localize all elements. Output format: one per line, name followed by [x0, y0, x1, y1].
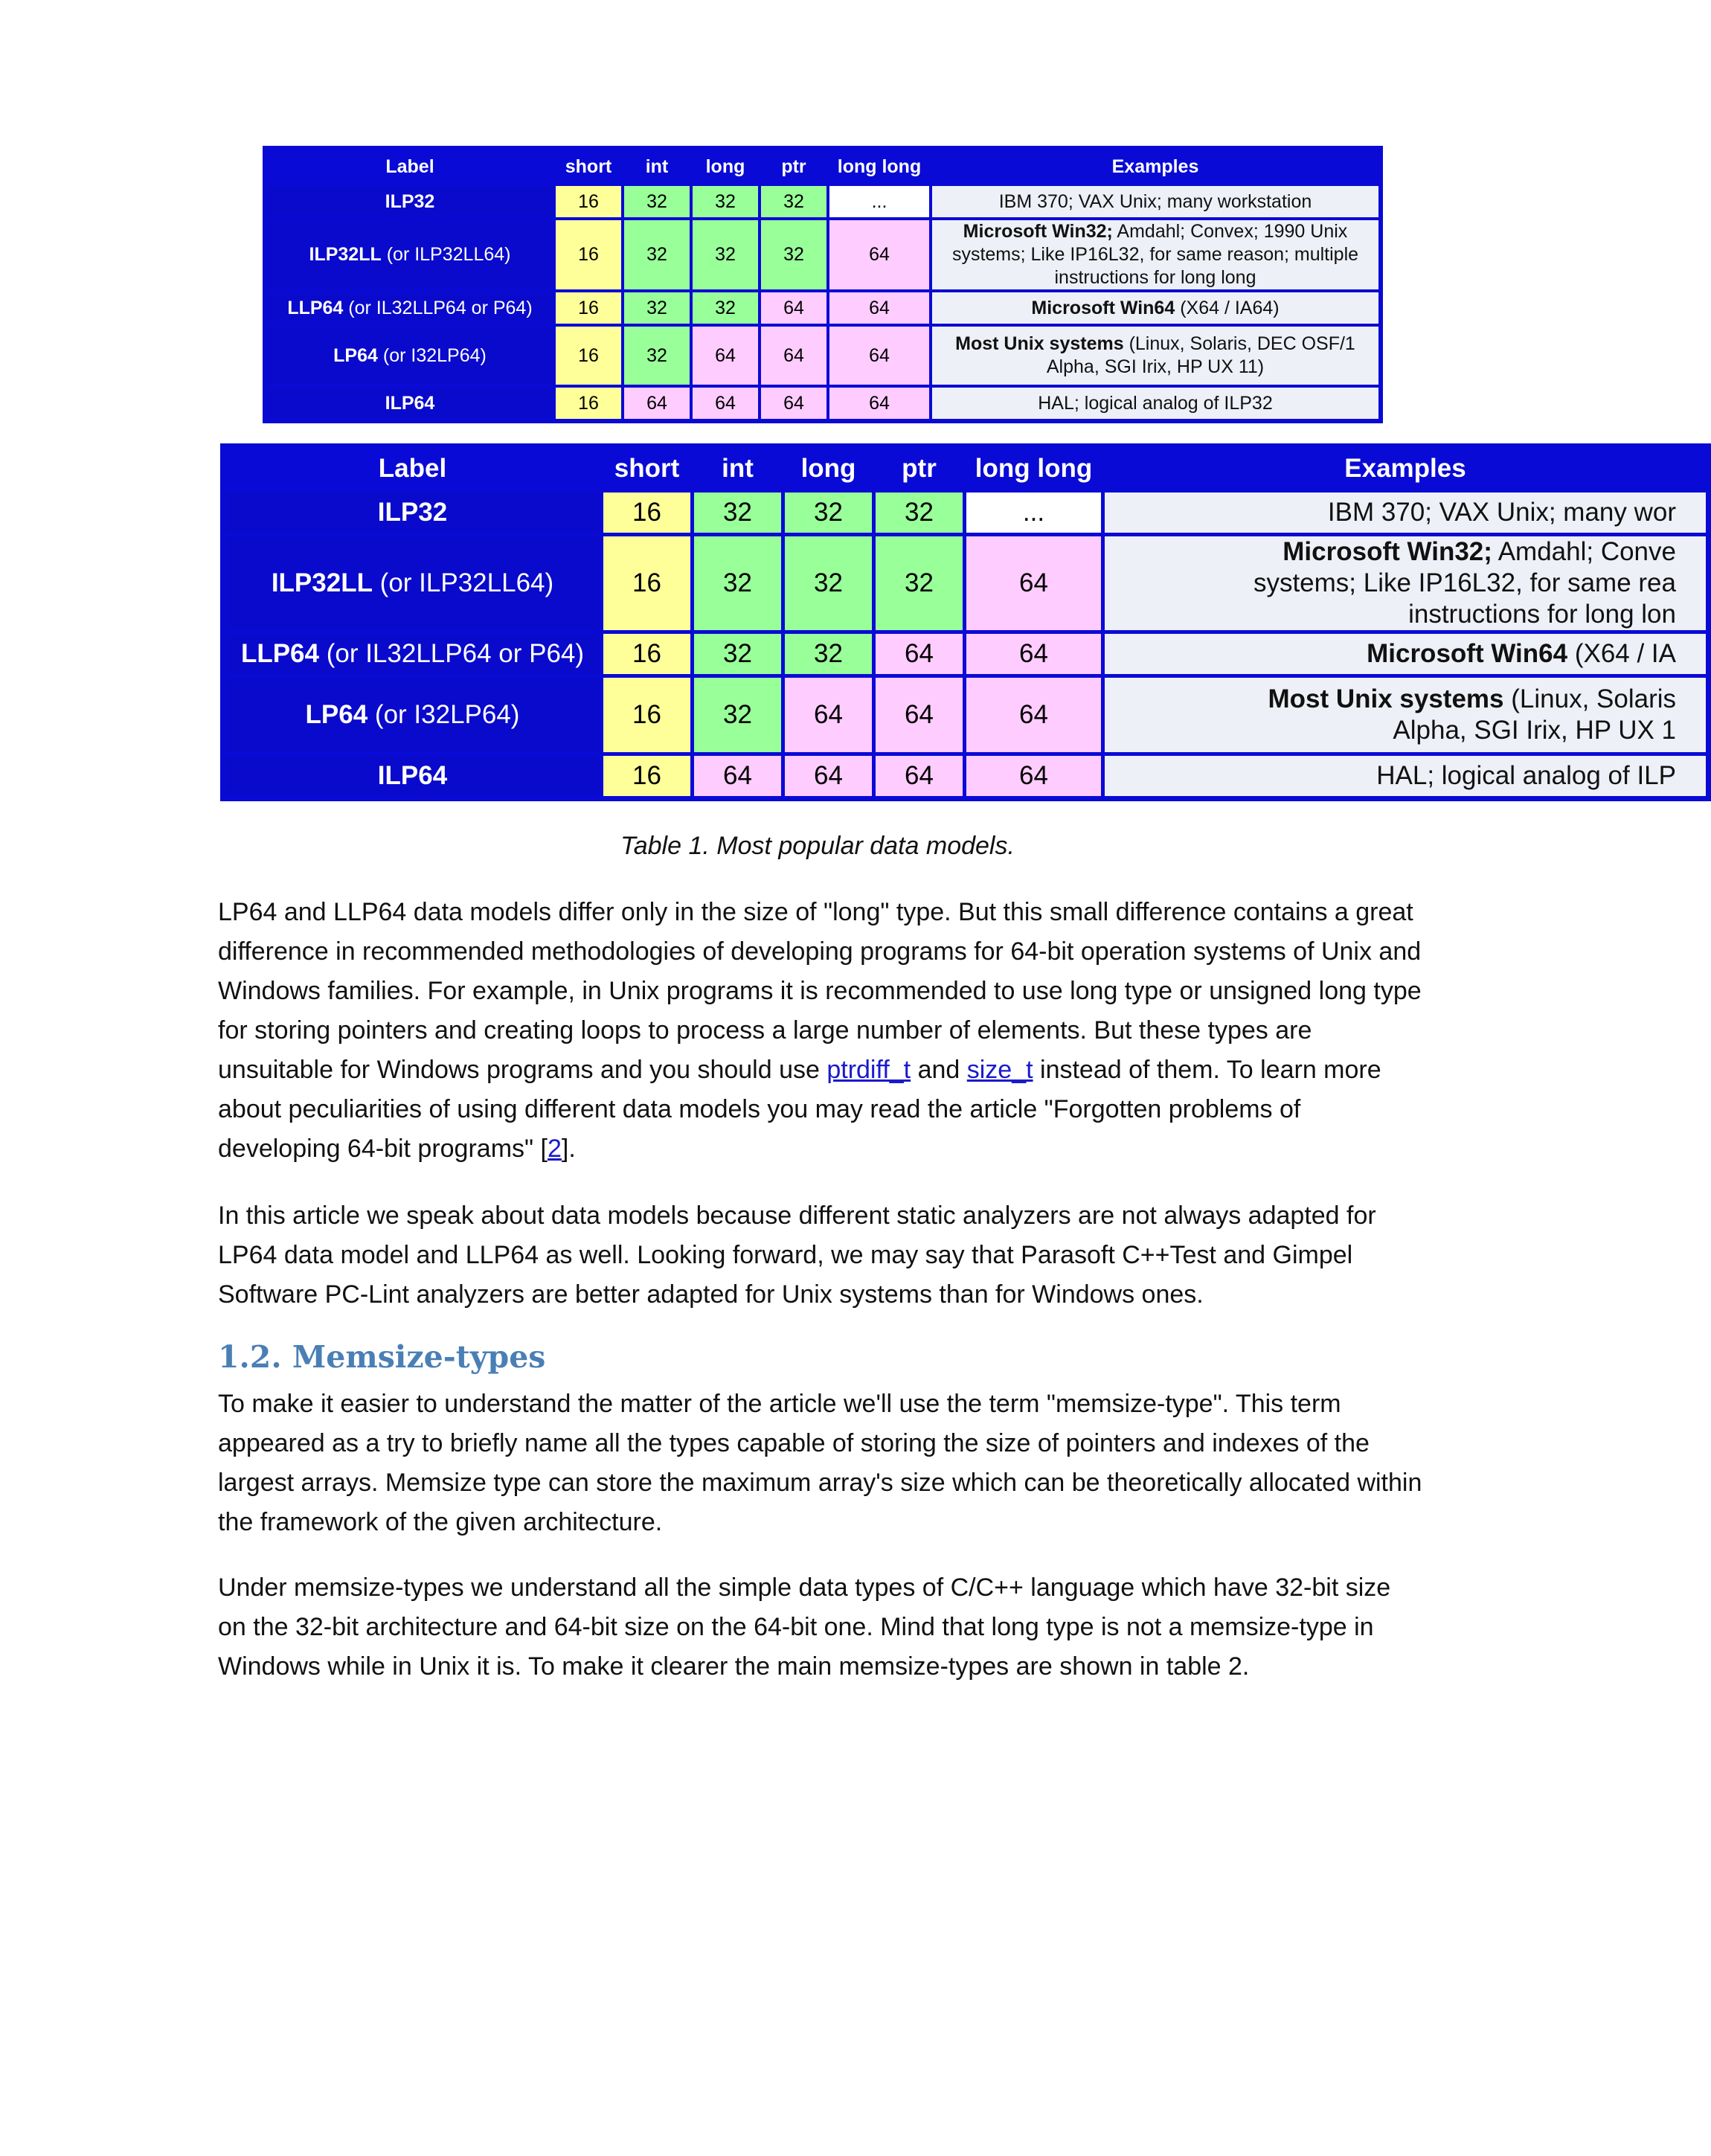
header-long: long [785, 449, 872, 489]
cell-short: 16 [556, 186, 621, 217]
cell-int: 32 [624, 220, 690, 289]
table-row [267, 388, 1378, 419]
table-row [267, 220, 1378, 289]
cell-long: 32 [693, 220, 758, 289]
link-ptrdiff-t[interactable]: ptrdiff_t [826, 1056, 911, 1084]
cell-int: 32 [694, 493, 781, 533]
header-ptr: ptr [876, 449, 963, 489]
examples-line: Alpha, SGI Irix, HP UX 1 [1393, 716, 1676, 745]
cell-short: 16 [556, 388, 621, 419]
cell-examples: HAL; logical analog of ILP32 [932, 388, 1378, 419]
header-ptr: ptr [761, 150, 826, 183]
cell-int: 64 [624, 388, 690, 419]
cell-short: 16 [603, 756, 690, 796]
paragraph-static-analyzers: In this article we speak about data models because different static analyzers are not always adapted for LP64 data model and LLP64 as well. Looking forward, we may say that Parasoft C++Test and Gimpel Software PC-Lint analyzers are better adapted for Unix systems than for Windows ones. [218, 1201, 1376, 1309]
row-label: LLP64 (or IL32LLP64 or P64) [267, 292, 553, 324]
cell-long-long: 64 [829, 327, 929, 385]
row-label: LLP64 (or IL32LLP64 or P64) [225, 634, 600, 674]
cell-int: 32 [624, 327, 690, 385]
table-row [225, 536, 1706, 630]
cell-examples: Microsoft Win64 (X64 / IA64) [932, 292, 1378, 324]
table-row [225, 634, 1706, 674]
header-examples: Examples [1105, 449, 1706, 489]
cell-ptr: 32 [876, 493, 963, 533]
cell-examples: Microsoft Win64 (X64 / IA [1105, 634, 1706, 674]
cell-ptr: 64 [761, 292, 826, 324]
cell-long-long: 64 [829, 292, 929, 324]
cell-long-long: 64 [829, 388, 929, 419]
examples-line: Most Unix systems (Linux, Solaris [1268, 684, 1676, 713]
section-heading: 1.2. Memsize-types [218, 1339, 546, 1375]
cell-long-long: ... [966, 493, 1101, 533]
row-label: ILP32LL (or ILP32LL64) [267, 220, 553, 289]
cell-long: 32 [785, 634, 872, 674]
cell-examples: Microsoft Win32; Amdahl; Convex; 1990 Unix systems; Like IP16L32, for same reason; multiple instructions for long long [932, 220, 1378, 289]
header-long: long [693, 150, 758, 183]
row-label: LP64 (or I32LP64) [225, 678, 600, 752]
header-examples: Examples [932, 150, 1378, 183]
cell-examples [1105, 536, 1706, 630]
cell-examples [1105, 678, 1706, 752]
paragraph-memsize-definition: Under memsize-types we understand all the simple data types of C/C++ language which have 32-bit size on the 32-bit architecture and 64-bit size on the 64-bit one. Mind that long type is not a memsize-type in Windows while in Unix it is. To make it clearer the main memsize-types are shown in table 2. [218, 1573, 1391, 1681]
cell-long: 64 [693, 327, 758, 385]
cell-long-long: ... [829, 186, 929, 217]
table-row [267, 292, 1378, 324]
cell-short: 16 [603, 678, 690, 752]
header-int: int [694, 449, 781, 489]
cell-long-long: 64 [966, 678, 1101, 752]
cell-ptr: 32 [876, 536, 963, 630]
table-row [267, 327, 1378, 385]
cell-int: 64 [694, 756, 781, 796]
cell-long: 64 [785, 678, 872, 752]
paragraph-memsize-term: To make it easier to understand the matter of the article we'll use the term "memsize-type". This term appeared as a try to briefly name all the types capable of storing the size of pointers and indexes of the largest arrays. Memsize type can store the maximum array's size which can be theoretically allocated within the framework of the given architecture. [218, 1390, 1422, 1536]
cell-ptr: 32 [761, 220, 826, 289]
cell-ptr: 64 [876, 634, 963, 674]
cell-long: 32 [693, 292, 758, 324]
cell-long-long: 64 [966, 634, 1101, 674]
cell-ptr: 64 [761, 327, 826, 385]
header-int: int [624, 150, 690, 183]
header-long-long: long long [966, 449, 1101, 489]
cell-short: 16 [603, 493, 690, 533]
row-label: ILP64 [267, 388, 553, 419]
link-size-t[interactable]: size_t [966, 1056, 1033, 1084]
cell-int: 32 [624, 292, 690, 324]
cell-long: 32 [693, 186, 758, 217]
examples-line: systems; Like IP16L32, for same rea [1253, 568, 1676, 597]
cell-short: 16 [603, 536, 690, 630]
row-label: LP64 (or I32LP64) [267, 327, 553, 385]
header-short: short [556, 150, 621, 183]
row-label: ILP32 [225, 493, 600, 533]
cell-short: 16 [556, 292, 621, 324]
data-models-table-small [263, 146, 1383, 423]
cell-examples: IBM 370; VAX Unix; many wor [1105, 493, 1706, 533]
table-header-row [267, 150, 1378, 183]
table-row [225, 493, 1706, 533]
cell-examples: Most Unix systems (Linux, Solaris, DEC OSF/1 Alpha, SGI Irix, HP UX 11) [932, 327, 1378, 385]
cell-long: 32 [785, 536, 872, 630]
cell-int: 32 [694, 678, 781, 752]
header-short: short [603, 449, 690, 489]
table-header-row [225, 449, 1706, 489]
cell-short: 16 [556, 220, 621, 289]
cell-examples: IBM 370; VAX Unix; many workstation [932, 186, 1378, 217]
cell-ptr: 32 [761, 186, 826, 217]
cell-long: 32 [785, 493, 872, 533]
cell-ptr: 64 [876, 678, 963, 752]
row-label: ILP32LL (or ILP32LL64) [225, 536, 600, 630]
paragraph-data-models: LP64 and LLP64 data models differ only in the size of "long" type. But this small difference contains a great difference in recommended methodologies of developing programs for 64-bit operation systems of Unix and Windows families. For example, in Unix programs it is recommended to use long type or unsigned long type for storing pointers and creating loops to process a large number of elements. But these types are unsuitable for Windows programs and you should use ptrdiff_t and size_t instead of them. To learn more about peculiarities of using different data models you may read the article "Forgotten problems of developing 64-bit programs" [2]. [218, 898, 1422, 1163]
table-row [225, 678, 1706, 752]
cell-long-long: 64 [966, 536, 1101, 630]
cell-int: 32 [624, 186, 690, 217]
cell-short: 16 [556, 327, 621, 385]
header-label: Label [225, 449, 600, 489]
cell-int: 32 [694, 634, 781, 674]
cell-short: 16 [603, 634, 690, 674]
cell-int: 32 [694, 536, 781, 630]
data-models-table-large [220, 443, 1711, 801]
cell-long-long: 64 [966, 756, 1101, 796]
examples-line: instructions for long lon [1408, 600, 1676, 629]
header-label: Label [267, 150, 553, 183]
examples-line: Microsoft Win32; Amdahl; Conve [1283, 537, 1676, 566]
table-row [267, 186, 1378, 217]
cell-ptr: 64 [761, 388, 826, 419]
row-label: ILP32 [267, 186, 553, 217]
data-models-table-large-wrapper [220, 443, 1676, 802]
table-row [225, 756, 1706, 796]
cell-long-long: 64 [829, 220, 929, 289]
link-reference-2[interactable]: 2 [547, 1135, 562, 1163]
cell-examples: HAL; logical analog of ILP [1105, 756, 1706, 796]
row-label: ILP64 [225, 756, 600, 796]
table-caption: Table 1. Most popular data models. [620, 832, 1015, 860]
cell-long: 64 [693, 388, 758, 419]
cell-ptr: 64 [876, 756, 963, 796]
header-long-long: long long [829, 150, 929, 183]
cell-long: 64 [785, 756, 872, 796]
